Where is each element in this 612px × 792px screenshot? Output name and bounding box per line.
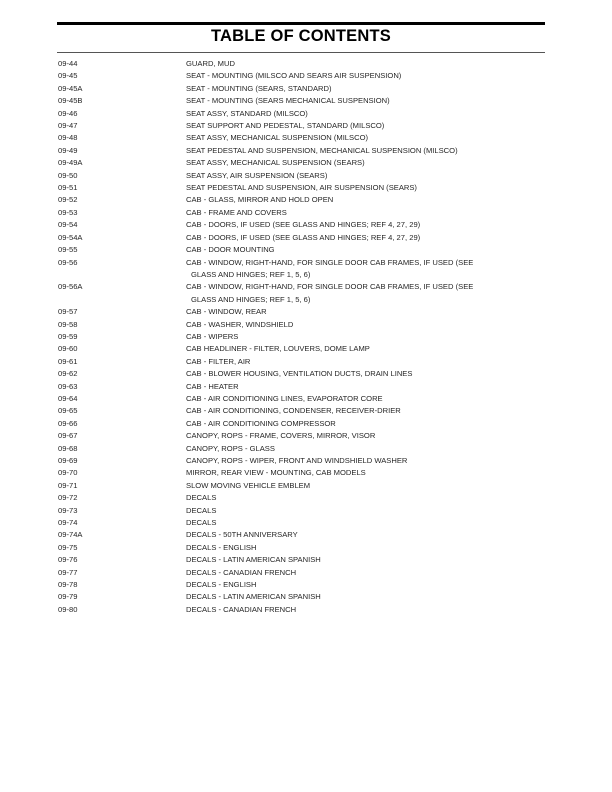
table-row[interactable] [0,579,612,591]
toc-section-code: 09-62 [58,369,78,379]
table-row[interactable] [0,455,612,467]
toc-section-code: 09-77 [58,567,78,577]
toc-section-title: CAB - GLASS, MIRROR AND HOLD OPEN [186,195,334,205]
toc-section-code: 09-45 [58,71,78,81]
toc-section-title: CAB - WINDOW, RIGHT-HAND, FOR SINGLE DOOR CAB FRAMES, IF USED (SEE [186,257,474,267]
toc-section-code: 09-70 [58,468,78,478]
header-rule-thick [57,22,545,25]
table-row[interactable] [0,281,612,293]
toc-section-code: 09-49 [58,145,78,155]
toc-section-code: 09-52 [58,195,78,205]
table-row[interactable] [0,319,612,331]
toc-section-title: DECALS [186,505,217,515]
toc-section-code: 09-55 [58,245,78,255]
toc-section-code: 09-53 [58,207,78,217]
toc-section-code: 09-66 [58,418,78,428]
toc-section-title: DECALS - 50TH ANNIVERSARY [186,530,298,540]
toc-section-code: 09-54A [58,232,83,242]
page-title: TABLE OF CONTENTS [210,27,391,45]
toc-section-code: 09-71 [58,480,78,490]
toc-section-title: CAB - FRAME AND COVERS [186,207,287,217]
table-row[interactable] [0,430,612,442]
toc-section-title: SLOW MOVING VEHICLE EMBLEM [186,480,311,490]
toc-section-title: DECALS - CANADIAN FRENCH [186,567,297,577]
table-row[interactable] [0,257,612,269]
toc-section-code: 09-45B [58,96,83,106]
toc-section-code: 09-65 [58,406,78,416]
toc-section-title: SEAT - MOUNTING (SEARS MECHANICAL SUSPENSION) [186,96,390,106]
toc-section-code: 09-51 [58,183,78,193]
toc-section-title: DECALS - LATIN AMERICAN SPANISH [186,592,321,602]
toc-section-title: SEAT - MOUNTING (SEARS, STANDARD) [186,83,332,93]
toc-section-code: 09-57 [58,307,78,317]
toc-section-code: 09-47 [58,121,78,131]
toc-section-code: 09-80 [58,604,78,614]
table-row[interactable] [0,244,612,256]
table-row[interactable] [0,343,612,355]
table-row[interactable] [0,145,612,157]
toc-section-code: 09-74 [58,518,78,528]
toc-section-code: 09-58 [58,319,78,329]
table-row[interactable] [0,182,612,194]
table-row[interactable] [0,604,612,616]
toc-section-title: CAB - AIR CONDITIONING, CONDENSER, RECEIVER-DRIER [186,406,401,416]
toc-section-title: CAB - BLOWER HOUSING, VENTILATION DUCTS, DRAIN LINES [186,369,413,379]
table-row[interactable] [0,443,612,455]
toc-section-code: 09-69 [58,456,78,465]
table-row[interactable] [0,567,612,579]
table-row[interactable] [0,405,612,417]
table-row[interactable] [0,492,612,504]
table-row[interactable] [0,381,612,393]
table-of-contents-list [0,58,612,616]
toc-section-title: CAB - DOORS, IF USED (SEE GLASS AND HINGES; REF 4, 27, 29) [186,220,421,230]
toc-section-title: CAB - HEATER [186,381,239,391]
toc-section-title: GUARD, MUD [186,59,235,68]
toc-section-title: DECALS [186,518,217,528]
toc-section-code: 09-67 [58,431,78,441]
toc-section-code: 09-73 [58,505,78,515]
toc-section-title: DECALS - ENGLISH [186,542,257,552]
toc-section-code: 09-63 [58,381,78,391]
toc-section-code: 09-61 [58,356,78,366]
table-row[interactable] [0,517,612,529]
table-row[interactable] [0,306,612,318]
table-row[interactable] [0,207,612,219]
table-row[interactable] [0,294,612,306]
toc-section-title: CAB - WIPERS [186,331,239,341]
table-row[interactable] [0,269,612,281]
toc-section-code: 09-50 [58,170,78,180]
toc-section-code: 09-60 [58,344,78,354]
table-row[interactable] [0,170,612,182]
toc-section-code: 09-76 [58,555,78,565]
table-row[interactable] [0,554,612,566]
table-row[interactable] [0,120,612,132]
toc-section-code: 09-78 [58,580,78,590]
toc-section-code: 09-79 [58,592,78,602]
toc-section-code: 09-44 [58,59,78,68]
toc-section-code: 09-48 [58,133,78,143]
toc-section-code: 09-64 [58,393,78,403]
toc-section-code: 09-49A [58,158,83,168]
toc-section-title: SEAT - MOUNTING (MILSCO AND SEARS AIR SUSPENSION) [186,71,402,81]
toc-section-title: CAB - DOORS, IF USED (SEE GLASS AND HINGES; REF 4, 27, 29) [186,232,421,242]
toc-section-title: CAB - WINDOW, RIGHT-HAND, FOR SINGLE DOOR CAB FRAMES, IF USED (SEE [186,282,474,292]
table-row[interactable] [0,418,612,430]
toc-section-code: 09-56 [58,257,78,267]
table-row[interactable] [0,393,612,405]
toc-section-title: CAB - WASHER, WINDSHIELD [186,319,294,329]
toc-section-title: CAB - AIR CONDITIONING COMPRESSOR [186,418,336,428]
toc-section-title: CANOPY, ROPS - GLASS [186,443,275,453]
toc-section-title: SEAT PEDESTAL AND SUSPENSION, MECHANICAL SUSPENSION (MILSCO) [186,145,458,155]
table-row[interactable] [0,194,612,206]
toc-section-title: CANOPY, ROPS - FRAME, COVERS, MIRROR, VISOR [186,431,376,441]
table-row[interactable] [0,591,612,603]
table-row[interactable] [0,467,612,479]
table-row[interactable] [0,542,612,554]
toc-section-title: SEAT SUPPORT AND PEDESTAL, STANDARD (MILSCO) [186,121,385,131]
toc-section-title: DECALS - LATIN AMERICAN SPANISH [186,555,321,565]
toc-section-title: CAB - AIR CONDITIONING LINES, EVAPORATOR CORE [186,393,383,403]
toc-section-title: CAB - FILTER, AIR [186,356,251,366]
toc-section-title: CANOPY, ROPS - WIPER, FRONT AND WINDSHIELD WASHER [186,456,408,465]
toc-section-title: SEAT PEDESTAL AND SUSPENSION, AIR SUSPENSION (SEARS) [186,183,417,193]
header-rule-thin [57,52,545,53]
toc-section-title: GLASS AND HINGES; REF 1, 5, 6) [191,294,311,304]
toc-section-code: 09-45A [58,83,83,93]
toc-section-title: SEAT ASSY, AIR SUSPENSION (SEARS) [186,170,328,180]
table-row[interactable] [0,108,612,120]
table-row[interactable] [0,356,612,368]
toc-section-title: DECALS - CANADIAN FRENCH [186,604,297,614]
toc-section-code: 09-56A [58,282,83,292]
toc-section-title: CAB - WINDOW, REAR [186,307,267,317]
table-row[interactable] [0,331,612,343]
table-row[interactable] [0,505,612,517]
table-row[interactable] [0,529,612,541]
toc-section-code: 09-72 [58,493,78,503]
toc-section-title: GLASS AND HINGES; REF 1, 5, 6) [191,269,311,279]
table-row[interactable] [0,95,612,107]
toc-section-title: DECALS - ENGLISH [186,580,257,590]
table-row[interactable] [0,83,612,95]
toc-section-title: SEAT ASSY, MECHANICAL SUSPENSION (MILSCO) [186,133,369,143]
table-row[interactable] [0,58,612,70]
table-row[interactable] [0,70,612,82]
table-row[interactable] [0,480,612,492]
toc-section-code: 09-74A [58,530,83,540]
toc-section-title: DECALS [186,493,217,503]
table-row[interactable] [0,368,612,380]
toc-section-code: 09-59 [58,331,78,341]
toc-section-code: 09-46 [58,108,78,118]
toc-section-title: MIRROR, REAR VIEW - MOUNTING, CAB MODELS [186,468,366,478]
toc-section-code: 09-68 [58,443,78,453]
toc-section-title: SEAT ASSY, MECHANICAL SUSPENSION (SEARS) [186,158,365,168]
table-row[interactable] [0,232,612,244]
toc-section-title: CAB HEADLINER - FILTER, LOUVERS, DOME LAMP [186,344,370,354]
table-row[interactable] [0,219,612,231]
toc-section-title: SEAT ASSY, STANDARD (MILSCO) [186,108,308,118]
toc-section-code: 09-54 [58,220,78,230]
table-row[interactable] [0,157,612,169]
toc-section-title: CAB - DOOR MOUNTING [186,245,275,255]
table-row[interactable] [0,132,612,144]
toc-section-code: 09-75 [58,542,78,552]
